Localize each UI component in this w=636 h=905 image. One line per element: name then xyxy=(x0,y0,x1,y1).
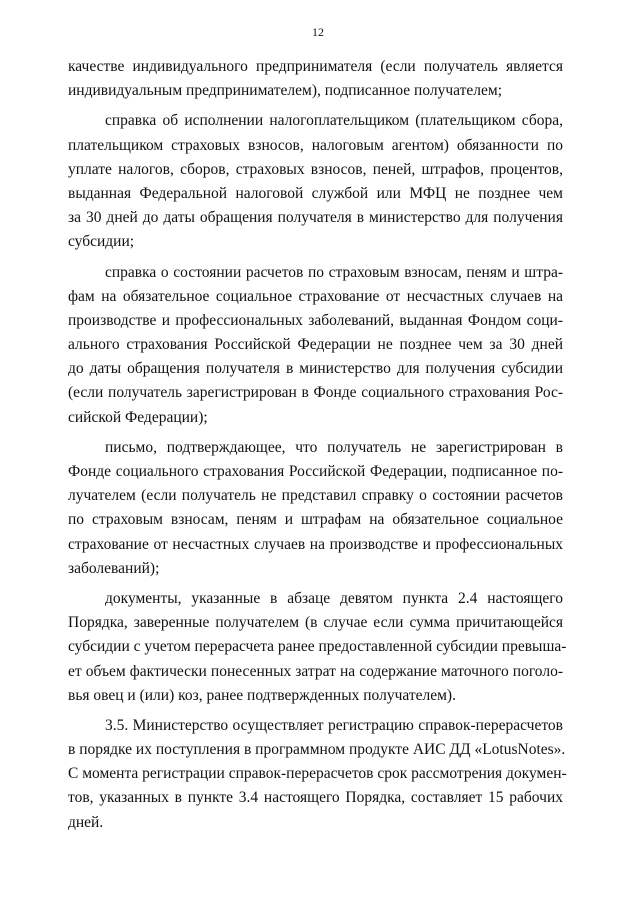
text-line: справка об исполнении налогоплательщиком (плательщиком сбора, xyxy=(105,112,563,130)
page-number: 12 xyxy=(312,25,324,39)
text-line: письмо, подтверждающее, что получатель не зарегистрирован в xyxy=(105,438,563,456)
text-line: 3.5. Министерство осуществляет регистрацию справок-перерасчетов xyxy=(105,716,563,734)
text-line: ального страхования Российской Федерации не позднее чем за 30 дней xyxy=(68,336,563,354)
text-line: дней. xyxy=(68,813,104,831)
text-line: лучателем (если получатель не представил справку о состоянии расчетов xyxy=(68,487,563,505)
text-line: документы, указанные в абзаце девятом пункта 2.4 настоящего xyxy=(105,589,563,607)
text-line: до даты обращения получателя в министерство для получения субсидии xyxy=(68,360,563,378)
text-line: по страховым взносам, пеням и штрафам на обязательное социальное xyxy=(68,511,563,529)
document-body xyxy=(68,55,567,835)
text-line: С момента регистрации справок-перерасчетов срок рассмотрения докумен- xyxy=(68,765,567,783)
text-line: Порядка, заверенные получателем (в случае если сумма причитающейся xyxy=(68,614,563,632)
text-line: фам на обязательное социальное страхование от несчастных случаев на xyxy=(68,287,563,305)
text-line: плательщиком страховых взносов, налоговым агентом) обязанности по xyxy=(68,136,563,154)
text-line: (если получатель зарегистрирован в Фонде социального страхования Рос- xyxy=(68,384,563,402)
text-line: сийской Федерации); xyxy=(68,408,208,426)
text-line: за 30 дней до даты обращения получателя в министерство для получения xyxy=(68,209,563,227)
text-line: производстве и профессиональных заболеваний, выданная Фондом соци- xyxy=(68,311,563,329)
text-line: в порядке их поступления в программном продукте АИС ДД «LotusNotes». xyxy=(68,741,566,759)
text-line: субсидии с учетом перерасчета ранее предоставленной субсидии превыша- xyxy=(68,638,567,656)
text-line: качестве индивидуального предпринимателя (если получатель является xyxy=(68,58,563,75)
text-line: страхование от несчастных случаев на производстве и профессиональных xyxy=(68,535,563,553)
text-line: уплате налогов, сборов, страховых взносов, пеней, штрафов, процентов, xyxy=(68,160,563,178)
text-line: вья овец и (или) коз, ранее подтвержденных получателем). xyxy=(68,686,456,704)
text-line: ет объем фактически понесенных затрат на содержание маточного поголо- xyxy=(68,662,563,680)
text-line: тов, указанных в пункте 3.4 настоящего Порядка, составляет 15 рабочих xyxy=(68,789,563,807)
text-line: Фонде социального страхования Российской Федерации, подписанное по- xyxy=(68,463,563,480)
text-line: индивидуальным предпринимателем), подписанное получателем; xyxy=(68,82,503,100)
text-line: субсидии; xyxy=(68,233,135,251)
text-line: заболеваний); xyxy=(68,559,160,577)
text-line: выданная Федеральной налоговой службой или МФЦ не позднее чем xyxy=(68,184,563,202)
text-line: справка о состоянии расчетов по страховым взносам, пеням и штра- xyxy=(105,263,563,281)
